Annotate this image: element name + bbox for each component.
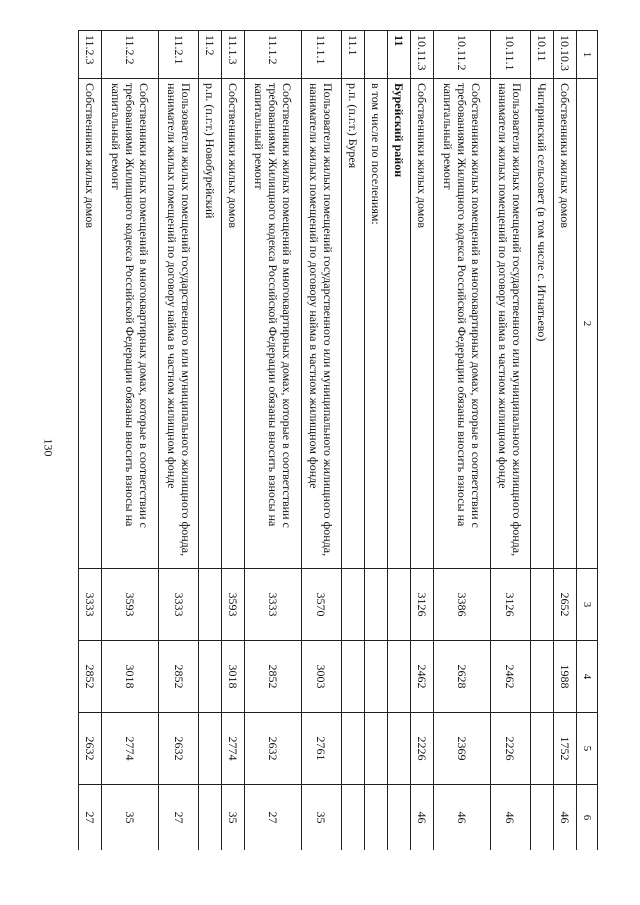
row-code-cell: 11.1.1: [302, 31, 342, 79]
row-code-cell: 11.2: [199, 31, 222, 79]
value-col-6-cell: [388, 785, 411, 851]
row-code-cell: 11.2.2: [102, 31, 159, 79]
value-col-4-cell: [530, 641, 553, 713]
table-row: [159, 31, 199, 851]
row-code-cell: [365, 31, 388, 79]
value-col-4-cell: 2852: [79, 641, 102, 713]
header-cell: 4: [577, 641, 598, 713]
table-row: [530, 31, 553, 851]
value-col-3-cell: 3333: [245, 569, 302, 641]
table-row: [199, 31, 222, 851]
row-code-cell: 10.11.1: [490, 31, 530, 79]
table-row: [245, 31, 302, 851]
value-col-4-cell: 2852: [245, 641, 302, 713]
table-row: [79, 31, 102, 851]
value-col-4-cell: 1988: [553, 641, 576, 713]
value-col-3-cell: 3333: [79, 569, 102, 641]
table-row: [411, 31, 434, 851]
row-name-cell: р.п. (п.г.т.) Бурея: [341, 79, 364, 569]
value-col-3-cell: 3126: [490, 569, 530, 641]
value-col-5-cell: [199, 713, 222, 785]
value-col-3-cell: 2652: [553, 569, 576, 641]
row-name-cell: Пользователи жилых помещений государственного или муниципального жилищного фонда, наниматели жилых помещений по договору найма в частном жилищном фонде: [302, 79, 342, 569]
value-col-5-cell: [365, 713, 388, 785]
table-row: [102, 31, 159, 851]
row-name-cell: Собственники жилых домов: [411, 79, 434, 569]
value-col-5-cell: [388, 713, 411, 785]
value-col-5-cell: 2226: [411, 713, 434, 785]
row-code-cell: 10.10.3: [553, 31, 576, 79]
table-row: [341, 31, 364, 851]
value-col-5-cell: 2632: [79, 713, 102, 785]
column-number-row: [577, 31, 598, 851]
tariff-table: [78, 30, 598, 850]
value-col-5-cell: 2632: [159, 713, 199, 785]
value-col-4-cell: 2628: [434, 641, 491, 713]
table-body: [79, 31, 598, 851]
row-name-cell: р.п. (п.г.т.) Новобурейский: [199, 79, 222, 569]
row-code-cell: 10.11: [530, 31, 553, 79]
table-row: [553, 31, 576, 851]
value-col-3-cell: 3333: [159, 569, 199, 641]
row-code-cell: 11.1.2: [245, 31, 302, 79]
value-col-5-cell: [341, 713, 364, 785]
value-col-3-cell: [365, 569, 388, 641]
value-col-6-cell: 35: [302, 785, 342, 851]
value-col-3-cell: [199, 569, 222, 641]
rotated-page: [78, 30, 598, 850]
table-row: [434, 31, 491, 851]
value-col-5-cell: [530, 713, 553, 785]
row-code-cell: 10.11.3: [411, 31, 434, 79]
row-name-cell: Бурейский район: [388, 79, 411, 569]
value-col-3-cell: [341, 569, 364, 641]
value-col-5-cell: 2226: [490, 713, 530, 785]
value-col-5-cell: 2774: [102, 713, 159, 785]
row-name-cell: Собственники жилых домов: [222, 79, 245, 569]
header-cell: 3: [577, 569, 598, 641]
header-cell: 1: [577, 31, 598, 79]
value-col-3-cell: 3126: [411, 569, 434, 641]
row-name-cell: в том числе по поселениям:: [365, 79, 388, 569]
value-col-5-cell: 2761: [302, 713, 342, 785]
table-row: [388, 31, 411, 851]
row-name-cell: Чигиринский сельсовет (в том числе с. Игнатьево): [530, 79, 553, 569]
table-row: [222, 31, 245, 851]
value-col-6-cell: [199, 785, 222, 851]
value-col-4-cell: 2462: [490, 641, 530, 713]
row-code-cell: 11.1.3: [222, 31, 245, 79]
value-col-6-cell: [365, 785, 388, 851]
value-col-3-cell: 3593: [102, 569, 159, 641]
value-col-6-cell: 35: [222, 785, 245, 851]
header-cell: 2: [577, 79, 598, 569]
value-col-4-cell: 2852: [159, 641, 199, 713]
header-cell: 5: [577, 713, 598, 785]
value-col-6-cell: 27: [159, 785, 199, 851]
row-name-cell: Пользователи жилых помещений государственного или муниципального жилищного фонда, наниматели жилых помещений по договору найма в частном жилищном фонде: [490, 79, 530, 569]
table-row: [365, 31, 388, 851]
value-col-6-cell: 27: [245, 785, 302, 851]
row-name-cell: Собственники жилых домов: [79, 79, 102, 569]
table-row: [302, 31, 342, 851]
value-col-4-cell: [341, 641, 364, 713]
row-code-cell: 10.11.2: [434, 31, 491, 79]
table-row: [490, 31, 530, 851]
row-code-cell: 11.1: [341, 31, 364, 79]
value-col-4-cell: [388, 641, 411, 713]
row-name-cell: Собственники жилых помещений в многоквартирных домах, которые в соответствии с требованиями Жилищного кодекса Российской Федерации обязаны вносить взносы на капитальный ремонт: [434, 79, 491, 569]
row-code-cell: 11.2.1: [159, 31, 199, 79]
row-name-cell: Собственники жилых помещений в многоквартирных домах, которые в соответствии с требованиями Жилищного кодекса Российской Федерации обязаны вносить взносы на капитальный ремонт: [102, 79, 159, 569]
value-col-3-cell: 3593: [222, 569, 245, 641]
page-number: 130: [41, 438, 56, 457]
row-code-cell: 11.2.3: [79, 31, 102, 79]
value-col-3-cell: 3570: [302, 569, 342, 641]
value-col-6-cell: 46: [490, 785, 530, 851]
row-name-cell: Собственники жилых домов: [553, 79, 576, 569]
value-col-5-cell: 2369: [434, 713, 491, 785]
value-col-4-cell: [199, 641, 222, 713]
value-col-3-cell: 3386: [434, 569, 491, 641]
value-col-6-cell: 35: [102, 785, 159, 851]
value-col-6-cell: 46: [553, 785, 576, 851]
value-col-6-cell: 46: [434, 785, 491, 851]
value-col-6-cell: [530, 785, 553, 851]
value-col-4-cell: 3018: [102, 641, 159, 713]
value-col-5-cell: 2632: [245, 713, 302, 785]
value-col-3-cell: [530, 569, 553, 641]
header-cell: 6: [577, 785, 598, 851]
value-col-4-cell: 2462: [411, 641, 434, 713]
value-col-6-cell: [341, 785, 364, 851]
landscape-content: [78, 30, 598, 850]
value-col-3-cell: [388, 569, 411, 641]
value-col-5-cell: 1752: [553, 713, 576, 785]
value-col-4-cell: 3003: [302, 641, 342, 713]
value-col-5-cell: 2774: [222, 713, 245, 785]
value-col-4-cell: 3018: [222, 641, 245, 713]
row-code-cell: 11: [388, 31, 411, 79]
value-col-6-cell: 27: [79, 785, 102, 851]
value-col-4-cell: [365, 641, 388, 713]
value-col-6-cell: 46: [411, 785, 434, 851]
row-name-cell: Пользователи жилых помещений государственного или муниципального жилищного фонда, наниматели жилых помещений по договору найма в частном жилищном фонде: [159, 79, 199, 569]
row-name-cell: Собственники жилых помещений в многоквартирных домах, которые в соответствии с требованиями Жилищного кодекса Российской Федерации обязаны вносить взносы на капитальный ремонт: [245, 79, 302, 569]
